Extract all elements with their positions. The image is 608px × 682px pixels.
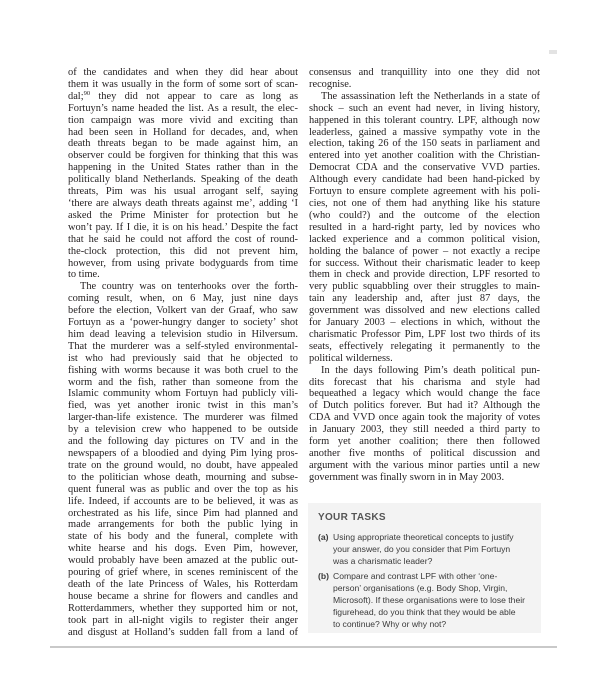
text-line: tain any leadership and, after just 87 days, the (309, 293, 540, 305)
text-line: That the murderer was a self-styled environmental- (68, 340, 298, 352)
text-line: him dead leaving a television studio in Hilversum. (68, 328, 298, 340)
text-line: consensus and tranquillity into one they did not (309, 67, 540, 78)
text-line: death threats began to be made against him, an (68, 138, 298, 150)
text-line: before the election, Volkert van der Graaf, who saw (68, 305, 298, 317)
text-line: to the politician whose death, mourning and subse- (68, 471, 298, 483)
task-text-line: Microsoft). If these organisations were to lose their (333, 595, 526, 605)
task-text (333, 570, 533, 630)
paragraph (309, 91, 540, 365)
text-segment: dal; (68, 90, 84, 102)
text-line: newspapers of a bloodied and dying Pim lying pros- (68, 448, 298, 459)
text-line: them in check and provide direction, LPF resorted to (309, 269, 540, 281)
text-line: entered into yet another coalition with the Christian- (309, 150, 540, 162)
tasks-heading: YOUR TASKS (318, 512, 386, 523)
text-line: another five months of political discussion and (309, 448, 540, 459)
text-line: house became a shrine for flowers and candles and (68, 590, 298, 602)
text-line: dits forecast that his charisma and style had (309, 376, 540, 388)
task-text-line: figurehead, do you think that they would be able (333, 607, 516, 617)
text-line: won’t pay. If I die, it is on his head.’ Despite the fact (68, 221, 298, 233)
task-text-line: Using appropriate theoretical concepts to justify (333, 532, 514, 542)
text-line: them it was usually in the form of some sort of scan- (68, 78, 298, 90)
text-line: that he said he could not afford the cost of round- (68, 233, 298, 245)
text-line: of Dutch politics forever. But had it? Although the (309, 400, 540, 412)
text-line: politically bland Netherlands. Speaking of the death (68, 174, 298, 186)
text-line: happened in this tolerant country. LPF, although now (309, 114, 540, 126)
text-line: Rotterdammers, whether they supported him or not, (68, 602, 298, 614)
text-line: pouring of grief where, in scenes reminiscent of the (68, 567, 298, 579)
text-line: In the days following Pim’s death political pun- (321, 364, 540, 376)
text-line: in January 2003, they still needed a third party to (309, 424, 540, 436)
tasks-box (308, 503, 541, 633)
text-line: white hearse and his dogs. Even Pim, however, (68, 543, 298, 555)
text-line: took part in all-night vigils to register their anger (68, 614, 298, 626)
text-line: happening in the United States rather than in the (68, 162, 298, 174)
text-line: orchestrated as his life, since Pim had planned and (68, 507, 298, 519)
text-line: the-clock protection, this did not prevent him, (68, 245, 298, 257)
task-item-a (318, 531, 533, 567)
task-text-line: was a charismatic leader? (333, 556, 433, 566)
text-line: life. Indeed, if accounts are to be believed, it was as (68, 495, 298, 507)
text-line: argument with the various minor parties until a new (309, 459, 540, 471)
text-line: for January 2003 – elections in which, without the (309, 317, 540, 329)
text-line: Fortuyn as a ‘power-hungry danger to society’ shot (68, 317, 298, 329)
text-line: tion campaign was more vivid and exciting than (68, 114, 298, 126)
text-line: bequeathed a legacy which would change the face (309, 388, 540, 400)
text-line: and disgust at Holland’s sudden fall from a land of (68, 626, 298, 638)
text-line: Islamic community whom Fortuyn had publicly vili- (68, 388, 298, 400)
text-line: leaderless, gained a massive sympathy vote in the (309, 126, 540, 138)
task-text-line: person’ organisations (e.g. Body Shop, Virgin, (333, 583, 508, 593)
task-label: (b) (318, 571, 329, 581)
text-line: ‘there are always death threats against me’, adding ‘I (68, 197, 298, 209)
footnote-ref: 90 (83, 89, 91, 97)
text-line: political wilderness. (309, 352, 393, 364)
text-line: lacked experience and a common political vision, (309, 233, 540, 245)
text-line: trate on the ground would, no doubt, have appealed (68, 459, 298, 471)
text-line: government was dissolved and new elections called (309, 305, 540, 317)
paragraph (68, 281, 298, 638)
text-line: threats, Pim was his usual arrogant self, saying (68, 186, 298, 198)
text-line: ist who had previously said that he objected to (68, 352, 298, 364)
text-line: death of the late Princess of Wales, his Rotterdam (68, 578, 298, 590)
text-line: for success. Without their charismatic leader to keep (309, 257, 540, 269)
text-line: recognise. (309, 78, 352, 90)
text-line: quent funeral was as public and over the top as his (68, 483, 298, 495)
text-line (68, 91, 298, 103)
text-line: by a television crew who happened to be outside (68, 424, 298, 436)
text-line: government was finally sworn in in May 2003. (309, 471, 505, 483)
text-line: The assassination left the Netherlands in a state of (321, 90, 540, 102)
text-line: had been seen in Holland for decades, and, when (68, 126, 298, 138)
text-line: fied, was yet another ironic twist in this man’s (68, 400, 298, 412)
text-line: and the following day pictures on TV and in the (68, 436, 298, 448)
task-item-b (318, 570, 533, 630)
text-line: state of his body and the funeral, complete with (68, 531, 298, 543)
text-line: would probably have been amazed at the public out- (68, 555, 298, 567)
text-line: Fortuyn to ensure complete agreement with his poli- (309, 186, 540, 198)
text-line: Democrat CDA and the conservative VVD parties. (309, 162, 540, 174)
task-text-line: to continue? Why or why not? (333, 619, 447, 629)
paragraph (309, 67, 540, 91)
text-line: seats, effectively relegating it permanently to the (309, 340, 540, 352)
text-line: made arrangements for both the public lying in (68, 519, 298, 531)
task-text (333, 531, 533, 567)
text-line: shock – such an event had never, in living history, (309, 102, 540, 114)
text-line: CDA and VVD once again took the majority of votes (309, 412, 540, 424)
text-line: however, from using private bodyguards from time (68, 257, 298, 269)
bottom-rule (50, 646, 557, 648)
text-line: resulted in a hard-right party, led by novices who (309, 221, 540, 233)
task-text-line: your answer, do you consider that Pim Fortuyn (333, 544, 511, 554)
text-line: worm and the fish, rather than someone from the (68, 376, 298, 388)
text-line: coming result, when, on 6 May, just nine days (68, 293, 298, 305)
text-line: fishing with worms because it was both cruel to the (68, 364, 298, 376)
text-line: The country was on tenterhooks over the forth- (80, 281, 298, 293)
text-line: observer could be forgiven for thinking that this was (68, 150, 298, 162)
text-line: to time. (68, 269, 100, 281)
task-label: (a) (318, 532, 329, 542)
text-line: cies, not one of them had anything like his stature (309, 197, 540, 209)
text-line: larger-than-life existence. The murderer was filmed (68, 412, 298, 424)
text-line: charismatic Professor Pim, LPF lost two thirds of its (309, 328, 540, 340)
text-line: asked the Prime Minister for protection but he (68, 209, 298, 221)
text-line: (who could?) and the outcome of the election (309, 209, 540, 221)
text-line: Although every candidate had been hand-picked by (309, 174, 540, 186)
right-column (309, 67, 540, 484)
text-line: of the candidates and when they did hear about (68, 67, 298, 78)
left-column (68, 67, 298, 639)
text-line: holding the balance of power – not exactly a recipe (309, 245, 540, 257)
text-line: form yet another coalition; there then followed (309, 436, 540, 448)
corner-mark (549, 50, 557, 54)
task-text-line: Compare and contrast LPF with other ‘one- (333, 571, 498, 581)
paragraph (68, 67, 298, 281)
text-line: election, taking 26 of the 150 seats in parliament and (309, 138, 540, 150)
text-segment: they did not appear to care as long as (90, 90, 298, 102)
paragraph (309, 365, 540, 484)
text-line: very public squabbling over their struggles to main- (309, 281, 540, 293)
text-line: Fortuyn’s name headed the list. As a result, the elec- (68, 102, 298, 114)
